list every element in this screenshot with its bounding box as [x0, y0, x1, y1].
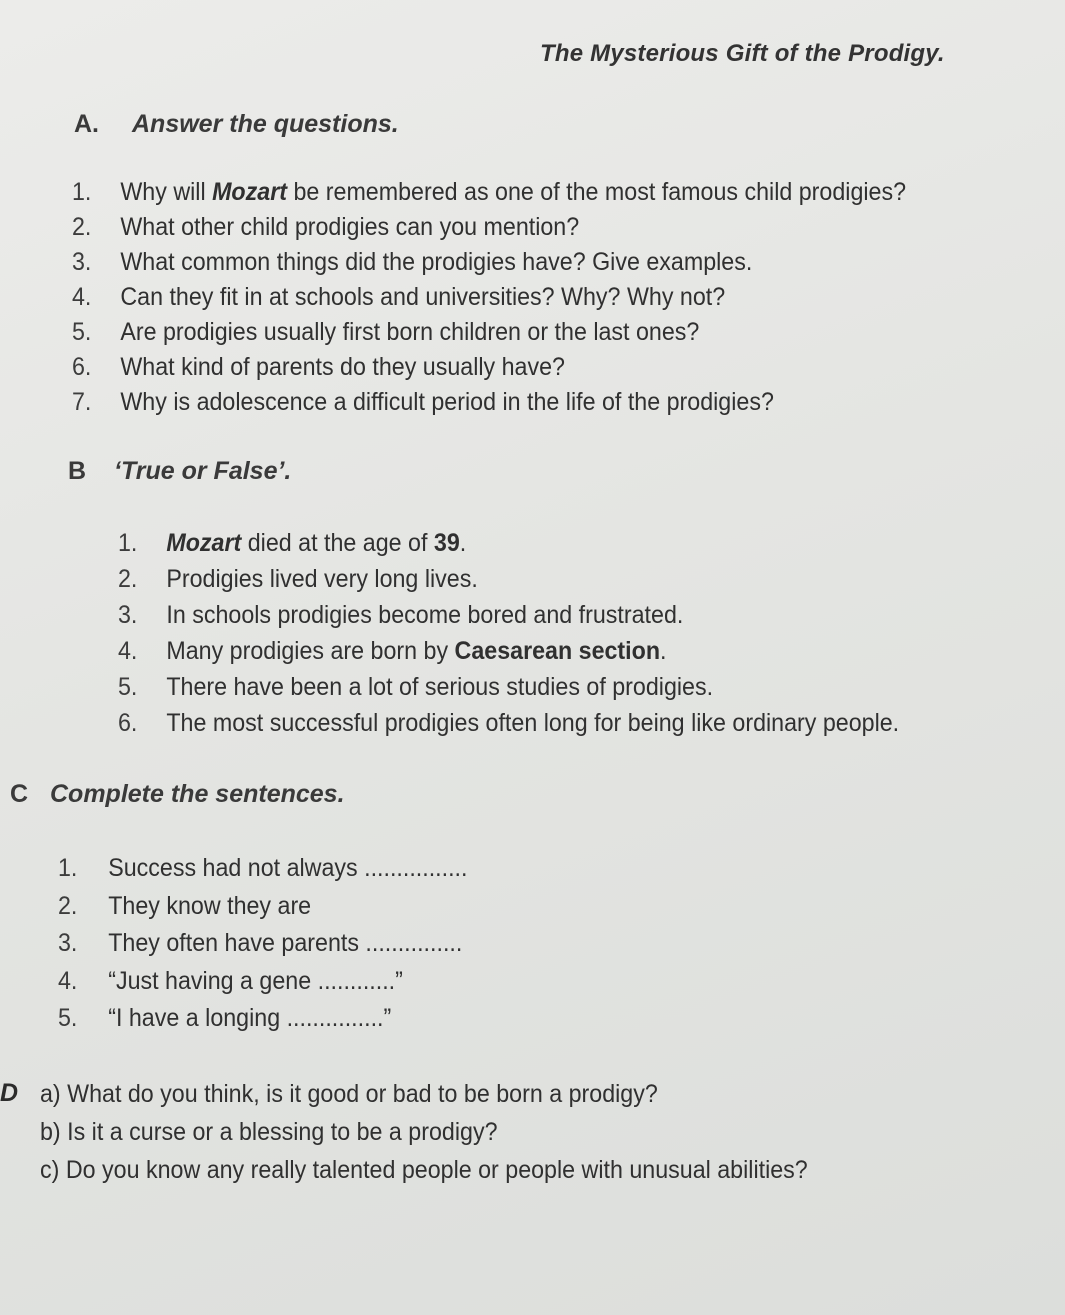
section-b-letter: B	[68, 457, 87, 485]
item-number: 4.	[72, 283, 92, 311]
item-bold-term: Mozart	[212, 178, 287, 206]
item-number: 3.	[72, 248, 92, 276]
item-number: 6.	[72, 353, 92, 381]
item-text	[166, 709, 899, 737]
item-text-part: Why is adolescence a difficult period in the life of the prodigies?	[120, 388, 774, 416]
item-number: 5.	[58, 1004, 78, 1032]
item-number: 5.	[118, 673, 138, 701]
item-bold-number: 39	[433, 529, 460, 557]
item-number: 7.	[72, 388, 92, 416]
item-text-part: .	[459, 529, 467, 557]
sentence-item	[58, 1000, 467, 1038]
item-text	[120, 353, 565, 381]
item-text	[166, 601, 683, 629]
item-text-part: Many prodigies are born by	[166, 637, 455, 665]
question-item	[72, 210, 906, 245]
section-b-list	[118, 525, 958, 741]
section-c-heading	[10, 780, 345, 809]
sentence-item	[58, 850, 467, 888]
section-a-title: Answer the questions.	[132, 110, 399, 138]
item-number: 3.	[58, 929, 78, 957]
question-item	[72, 350, 906, 385]
item-text: Success had not always ................	[108, 854, 468, 882]
item-text	[120, 178, 906, 206]
item-text-part: There have been a lot of serious studies of prodigies.	[166, 673, 714, 701]
item-number: 2.	[72, 213, 92, 241]
sentence-item	[58, 925, 467, 963]
item-text-part: .	[660, 637, 667, 665]
statement-item	[118, 597, 899, 633]
statement-item	[118, 669, 899, 705]
item-text-part: The most successful prodigies often long for being like ordinary people.	[166, 709, 900, 737]
item-text-part: Prodigies lived very long lives.	[166, 565, 478, 593]
item-text: “I have a longing ...............”	[108, 1004, 392, 1032]
section-a-heading	[74, 110, 399, 139]
discussion-item: a) What do you think, is it good or bad to be born a prodigy?	[40, 1080, 658, 1108]
section-d-list	[40, 1075, 866, 1189]
item-number: 3.	[118, 601, 138, 629]
statement-item	[118, 525, 899, 561]
item-number: 4.	[58, 966, 78, 995]
item-text-part: died at the age of	[241, 529, 434, 557]
question-item	[72, 280, 906, 315]
item-text-part: What common things did the prodigies have? Give examples.	[120, 248, 753, 276]
discussion-item: c) Do you know any really talented people or people with unusual abilities?	[40, 1156, 808, 1184]
section-b-heading	[68, 457, 291, 486]
item-text: They know they are	[108, 891, 312, 920]
item-text	[120, 283, 725, 311]
item-text-part: be remembered as one of the most famous child prodigies?	[286, 178, 907, 206]
item-text	[120, 213, 579, 241]
item-number: 6.	[118, 709, 138, 737]
item-text: “Just having a gene ............”	[108, 966, 403, 995]
statement-item	[118, 633, 899, 669]
item-number: 2.	[58, 891, 78, 920]
item-bold-term: Mozart	[166, 529, 242, 557]
sentence-item	[58, 963, 467, 1001]
question-item	[72, 245, 906, 280]
sentence-item	[58, 888, 467, 926]
section-c-title: Complete the sentences.	[50, 780, 345, 808]
section-c-list	[58, 850, 498, 1038]
item-text	[166, 529, 466, 557]
section-a-list	[72, 175, 969, 420]
item-text-part: What kind of parents do they usually have?	[120, 353, 565, 381]
item-text-part: Can they fit in at schools and universities? Why? Why not?	[120, 283, 726, 311]
section-c-letter: C	[10, 780, 29, 808]
item-text	[166, 637, 666, 665]
item-number: 2.	[118, 565, 138, 593]
item-text	[120, 388, 774, 416]
question-item	[72, 385, 906, 420]
item-bold-term: Caesarean section	[454, 637, 661, 665]
discussion-item: b) Is it a curse or a blessing to be a prodigy?	[40, 1118, 498, 1146]
item-number: 1.	[58, 854, 78, 882]
statement-item	[118, 561, 899, 597]
section-d-letter: D	[0, 1079, 19, 1107]
item-text	[166, 673, 713, 701]
item-number: 5.	[72, 318, 92, 346]
item-number: 4.	[118, 637, 138, 665]
item-text-part: What other child prodigies can you mention?	[120, 213, 580, 241]
statement-item	[118, 705, 899, 741]
item-text	[120, 248, 752, 276]
item-text-part: In schools prodigies become bored and frustrated.	[166, 601, 684, 629]
item-text-part: Are prodigies usually first born children or the last ones?	[120, 318, 700, 346]
question-item	[72, 175, 906, 210]
section-a-letter: A.	[74, 110, 99, 138]
item-number: 1.	[72, 178, 92, 206]
item-text	[120, 318, 699, 346]
item-text-part: Why will	[120, 178, 213, 206]
item-text: They often have parents ...............	[108, 929, 463, 957]
section-b-title: ‘True or False’.	[114, 457, 292, 485]
question-item	[72, 315, 906, 350]
item-text	[166, 565, 477, 593]
item-number: 1.	[118, 529, 138, 557]
page-title: The Mysterious Gift of the Prodigy.	[540, 40, 945, 67]
